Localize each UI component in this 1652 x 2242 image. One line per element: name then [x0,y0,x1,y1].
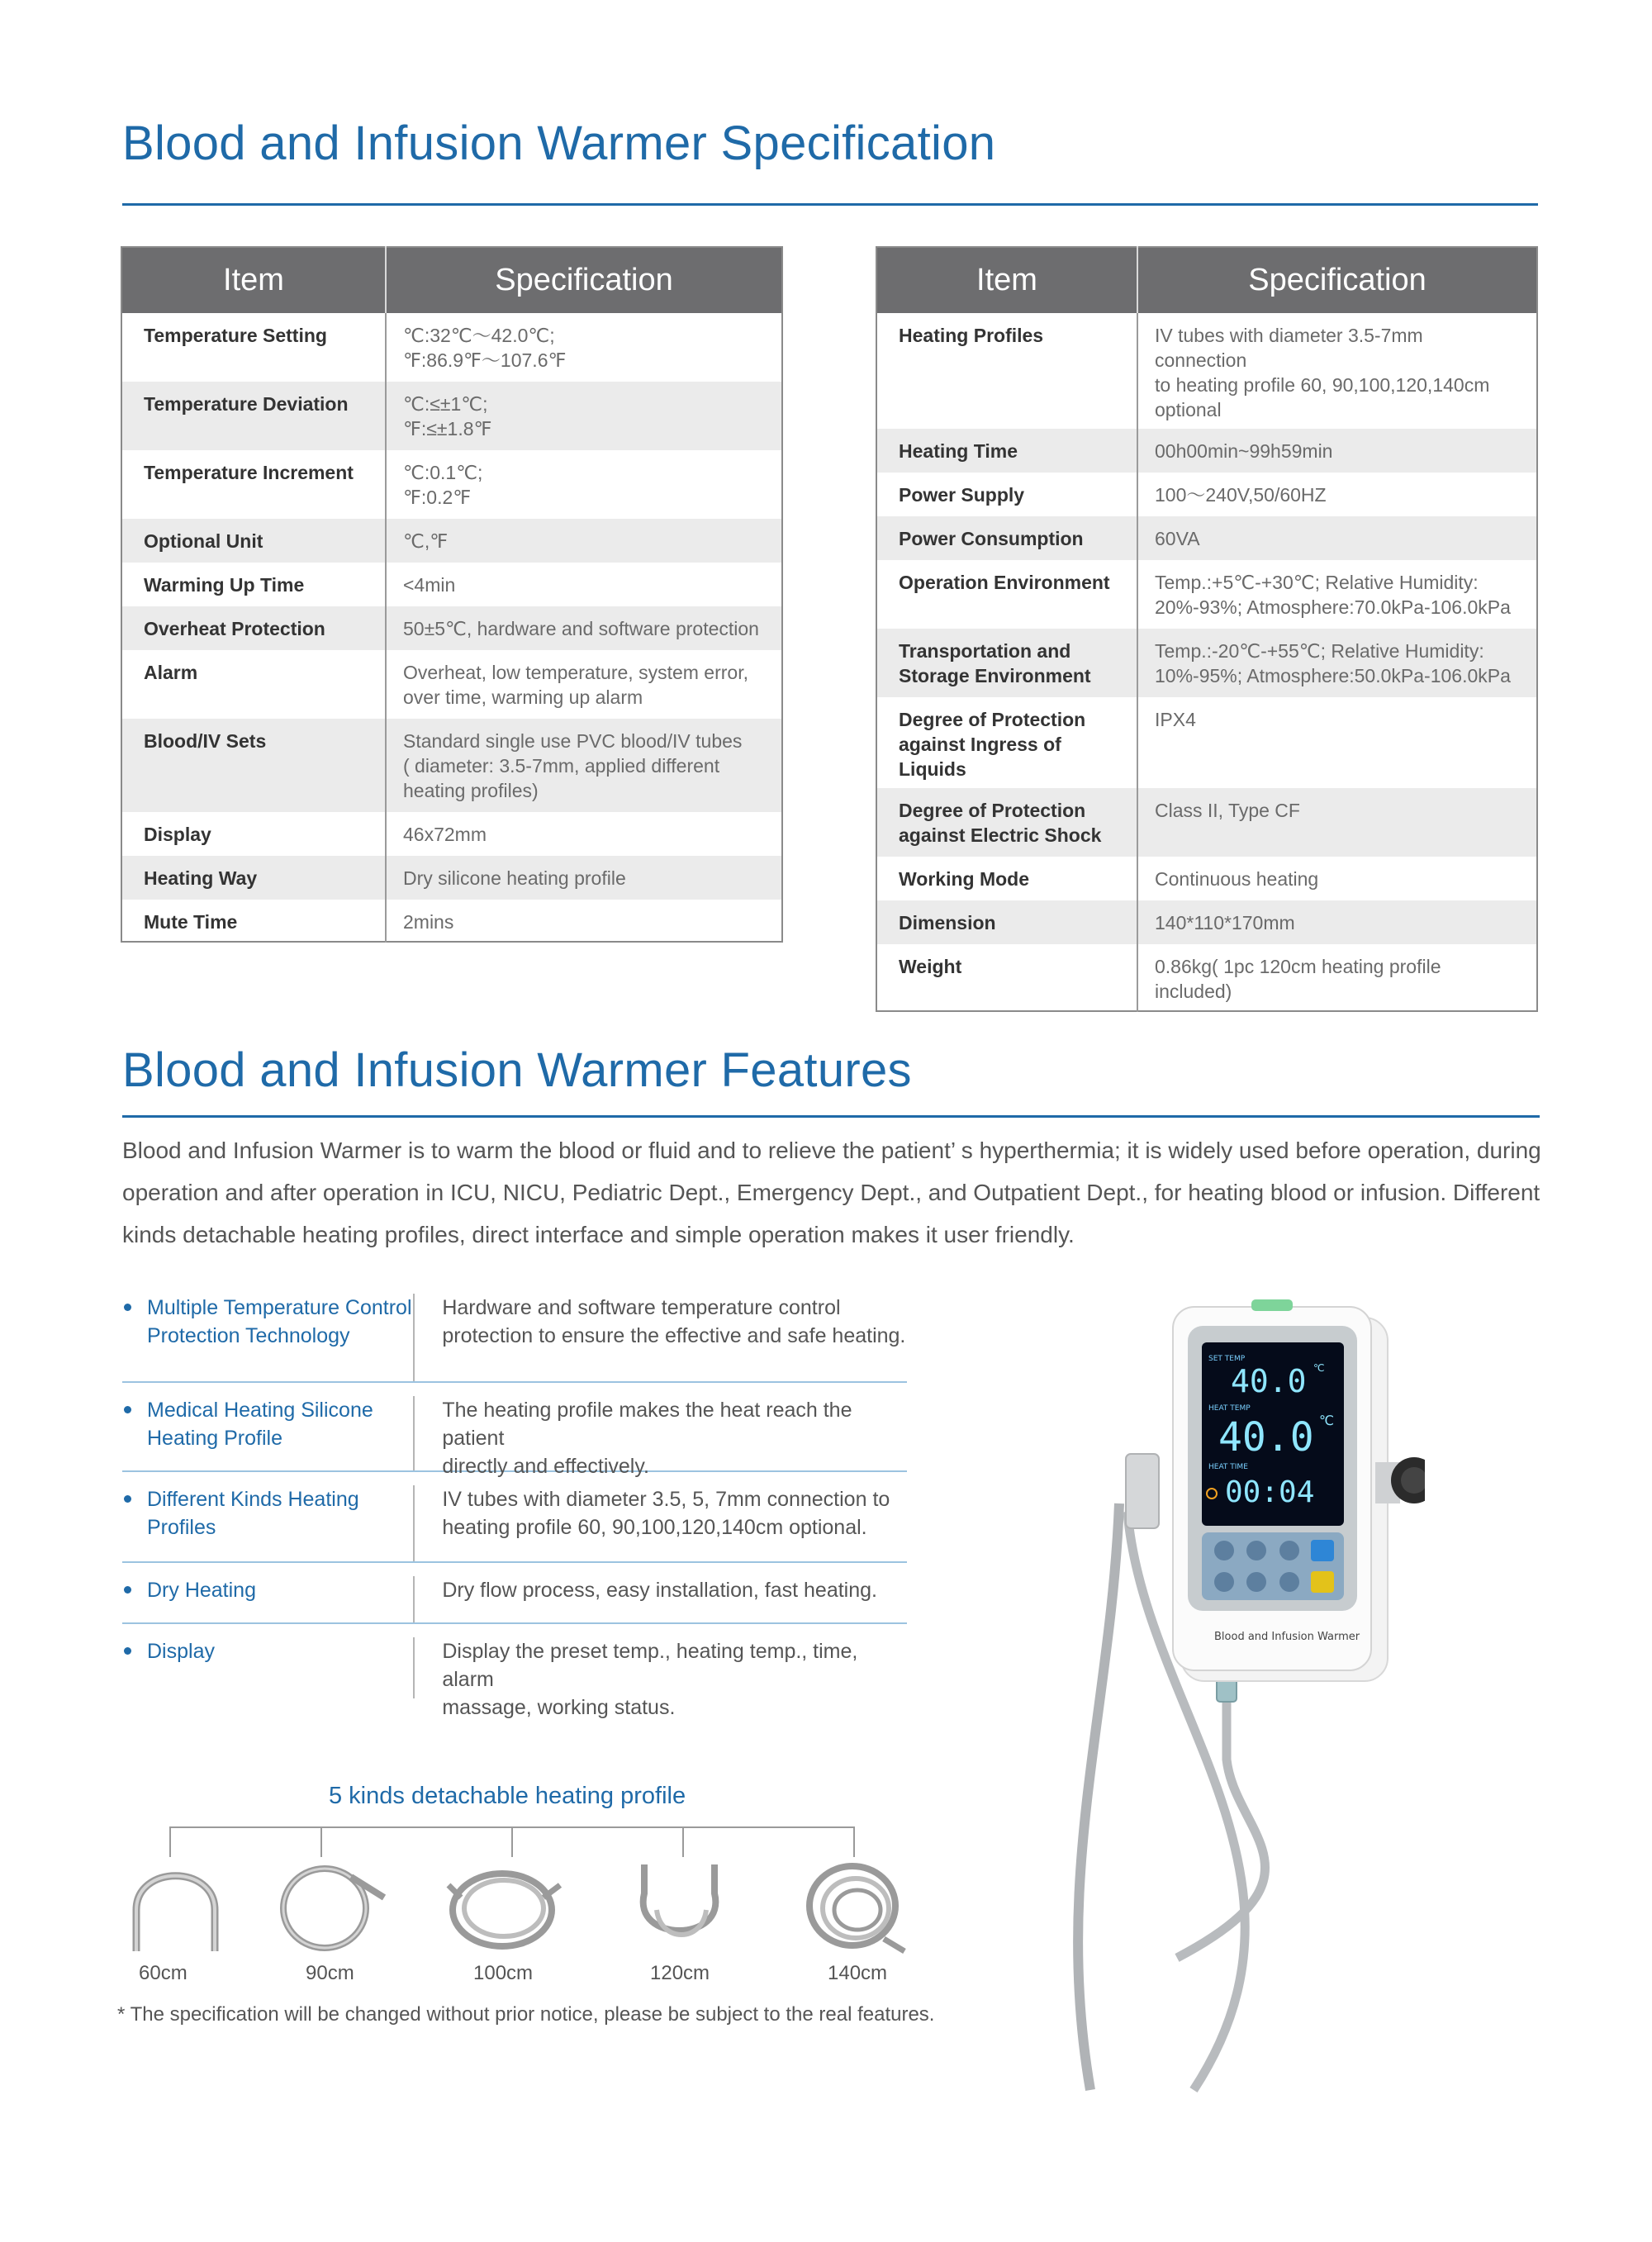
cell-line: 0.86kg( 1pc 120cm heating profile included) [1155,956,1441,1002]
profile-label-120: 120cm [650,1962,710,1984]
cell-line: Dry flow process, easy installation, fast heating. [442,1579,877,1602]
cell-line: ℉:≤±1.8℉ [403,418,492,439]
feature-list [122,1294,907,1719]
spec-row [876,560,1537,629]
bullet-icon [124,1304,131,1311]
cell-line: IV tubes with diameter 3.5, 5, 7mm connection to [442,1488,890,1511]
spec-item [876,629,1137,697]
cell-line: Transportation and [899,640,1071,662]
cell-line: Profiles [147,1516,216,1539]
spec-table-left [121,246,783,943]
spec-item: Temperature Increment [121,450,386,519]
spec-value [386,812,782,856]
cell-line: Standard single use PVC blood/IV tubes [403,730,743,752]
cell-line: protection to ensure the effective and safe heating. [442,1324,906,1347]
header-item: Item [876,247,1137,313]
cell-line: heating profiles) [403,780,539,801]
feature-name [122,1637,415,1698]
profile-90cm-icon [277,1860,388,1955]
profile-label-140: 140cm [828,1962,888,1984]
profile-label-100: 100cm [473,1962,534,1984]
spec-row [121,812,782,856]
cell-line: Continuous heating [1155,868,1319,890]
cell-line: IPX4 [1155,709,1196,730]
cell-line: Overheat, low temperature, system error, [403,662,748,683]
spec-row [121,650,782,719]
feature-description [415,1396,907,1478]
spec-item [876,944,1137,1011]
spec-row [876,788,1537,857]
device-set-temp: 40.0 [1231,1363,1307,1399]
cell-line: 10%-95%; Atmosphere:50.0kPa-106.0kPa [1155,665,1511,686]
profile-label-60: 60cm [139,1962,188,1984]
cell-line: Storage Environment [899,665,1091,686]
spec-item: Display [121,812,386,856]
spec-item: Overheat Protection [121,606,386,650]
spec-row [876,313,1537,429]
device-brand-label: Blood and Infusion Warmer [1214,1631,1360,1643]
cell-line: Operation Environment [899,572,1110,593]
cell-line: to heating profile 60, 90,100,120,140cm [1155,374,1490,396]
spec-row [121,382,782,450]
feature-name [122,1294,415,1381]
cell-line: ℃:0.1℃; [403,462,483,483]
spec-value [1137,788,1537,857]
cell-line: heating profile 60, 90,100,120,140cm optional. [442,1516,867,1539]
device-heat-time: 00:04 [1225,1475,1315,1509]
spec-value [386,382,782,450]
cell-line: Display [147,1640,215,1663]
device-heat-time-label: HEAT TIME [1208,1463,1248,1471]
cell-line: 46x72mm [403,824,487,845]
spec-item: Alarm [121,650,386,719]
cell-line: Power Consumption [899,528,1084,549]
features-title: Blood and Infusion Warmer Features [122,1043,912,1097]
spec-value [1137,429,1537,473]
cell-line: Degree of Protection [899,800,1086,821]
cell-line: Degree of Protection [899,709,1086,730]
spec-value [1137,313,1537,429]
spec-row [121,606,782,650]
cell-line: Temp.:-20℃-+55℃; Relative Humidity: [1155,640,1484,662]
feature-row [122,1383,907,1478]
spec-value [386,650,782,719]
cell-line: Multiple Temperature Control [147,1296,412,1319]
features-title-rule [122,1115,1540,1118]
profile-60cm-icon [124,1860,227,1955]
profiles-title: 5 kinds detachable heating profile [329,1783,686,1809]
cell-line: Different Kinds Heating [147,1488,359,1511]
spec-item: Blood/IV Sets [121,719,386,812]
spec-row [876,900,1537,944]
spec-row [121,856,782,900]
cell-line: Heating Profiles [899,325,1044,346]
cell-line: Temp.:+5℃-+30℃; Relative Humidity: [1155,572,1479,593]
spec-item: Mute Time [121,900,386,942]
cell-line: Hardware and software temperature control [442,1296,841,1319]
spec-row [121,900,782,942]
spec-value [386,900,782,942]
bullet-icon [124,1586,131,1594]
cell-line: optional [1155,399,1222,420]
bullet-icon [124,1495,131,1503]
cell-line: Dry Heating [147,1579,256,1602]
spec-item [876,473,1137,516]
header-item: Item [121,247,386,313]
spec-value [1137,629,1537,697]
feature-name [122,1396,415,1470]
cell-line: Dry silicone heating profile [403,867,626,889]
cell-line: 20%-93%; Atmosphere:70.0kPa-106.0kPa [1155,596,1511,618]
spec-value [386,856,782,900]
spec-item [876,857,1137,900]
profiles-bracket [169,1826,855,1859]
header-specification: Specification [1137,247,1537,313]
device-unit-2: ℃ [1319,1413,1334,1428]
feature-description [415,1637,907,1719]
cell-line: over time, warming up alarm [403,686,643,708]
spec-value [1137,697,1537,788]
cell-line: Heating Time [899,440,1018,462]
spec-item: Temperature Deviation [121,382,386,450]
cell-line: The heating profile makes the heat reach the patient [442,1399,852,1450]
cell-line: ℉:86.9℉～107.6℉ [403,349,567,371]
warmer-device-image [1061,1297,1425,2107]
cell-line: Heating Profile [147,1427,282,1450]
spec-value [1137,857,1537,900]
spec-row [876,697,1537,788]
cell-line: 00h00min~99h59min [1155,440,1333,462]
cell-line: ℃,℉ [403,530,449,552]
spec-item: Temperature Setting [121,313,386,382]
spec-title: Blood and Infusion Warmer Specification [122,116,996,170]
spec-title-rule [122,203,1538,206]
cell-line: ℉:0.2℉ [403,487,472,508]
device-set-temp-label: SET TEMP [1208,1355,1246,1363]
spec-value [386,313,782,382]
spec-value [386,606,782,650]
device-heat-temp: 40.0 [1218,1414,1314,1461]
device-heat-temp-label: HEAT TEMP [1208,1404,1251,1413]
cell-line: Protection Technology [147,1324,350,1347]
spec-row [121,519,782,563]
spec-row [876,516,1537,560]
cell-line: 50±5℃, hardware and software protection [403,618,759,639]
cell-line: ( diameter: 3.5-7mm, applied different [403,755,720,777]
spec-item: Optional Unit [121,519,386,563]
feature-description [415,1485,907,1561]
cell-line: 140*110*170mm [1155,912,1295,933]
cell-line: 100～240V,50/60HZ [1155,484,1327,506]
spec-row [876,944,1537,1011]
spec-item [876,313,1137,429]
feature-row [122,1294,907,1383]
spec-row [876,473,1537,516]
cell-line: ℃:32℃～42.0℃; [403,325,555,346]
intro-paragraph: Blood and Infusion Warmer is to warm the blood or fluid and to relieve the patient’ s hyperthermia; it is widely used before operation, during operation and after operation in ICU, NICU, Pediatric Dept., Emergency Dept., and Outpatient Dept., for heating blood or infusion. Different kinds detachable heating profiles, direct interface and simple operation makes it user friendly. [122,1138,1541,1247]
spec-row [876,429,1537,473]
cell-line: Dimension [899,912,996,933]
cell-line: IV tubes with diameter 3.5-7mm connection [1155,325,1423,371]
cell-line: Medical Heating Silicone [147,1399,373,1422]
device-unit-1: ℃ [1313,1362,1325,1374]
spec-row [121,719,782,812]
cell-line: Power Supply [899,484,1025,506]
spec-row [876,857,1537,900]
spec-value [1137,900,1537,944]
spec-row [876,629,1537,697]
spec-item [876,429,1137,473]
cell-line: massage, working status. [442,1696,676,1719]
feature-name [122,1485,415,1561]
spec-item [876,697,1137,788]
profile-140cm-icon [801,1860,913,1959]
cell-line: against Ingress of Liquids [899,734,1061,780]
spec-row [121,563,782,606]
bullet-icon [124,1647,131,1655]
spec-value [386,519,782,563]
spec-value [1137,473,1537,516]
spec-item [876,560,1137,629]
feature-description [415,1294,907,1381]
spec-item [876,516,1137,560]
spec-value [386,450,782,519]
spec-value [386,563,782,606]
profile-label-90: 90cm [306,1962,354,1984]
cell-line: 2mins [403,911,454,933]
cell-line: Class II, Type CF [1155,800,1300,821]
disclaimer-note: * The specification will be changed without prior notice, please be subject to the real features. [117,2003,935,2026]
spec-item [876,788,1137,857]
feature-row [122,1563,907,1624]
profile-100cm-icon [444,1860,564,1955]
spec-item: Warming Up Time [121,563,386,606]
cell-line: ℃:≤±1℃; [403,393,488,415]
feature-description [415,1576,907,1622]
cell-line: Display the preset temp., heating temp., time, alarm [442,1640,858,1691]
spec-row [121,450,782,519]
feature-name [122,1576,415,1622]
cell-line: <4min [403,574,456,596]
spec-value [1137,516,1537,560]
profile-120cm-icon [628,1860,735,1959]
spec-value [1137,560,1537,629]
spec-item: Heating Way [121,856,386,900]
cell-line: against Electric Shock [899,824,1102,846]
spec-row [121,313,782,382]
cell-line: Weight [899,956,962,977]
feature-row [122,1472,907,1563]
cell-line: 60VA [1155,528,1200,549]
bullet-icon [124,1406,131,1413]
feature-row [122,1624,907,1719]
cell-line: Working Mode [899,868,1030,890]
spec-item [876,900,1137,944]
cell-line: directly and effectively. [442,1455,649,1478]
header-specification: Specification [386,247,782,313]
spec-value [386,719,782,812]
spec-table-right [876,246,1538,1012]
spec-value [1137,944,1537,1011]
